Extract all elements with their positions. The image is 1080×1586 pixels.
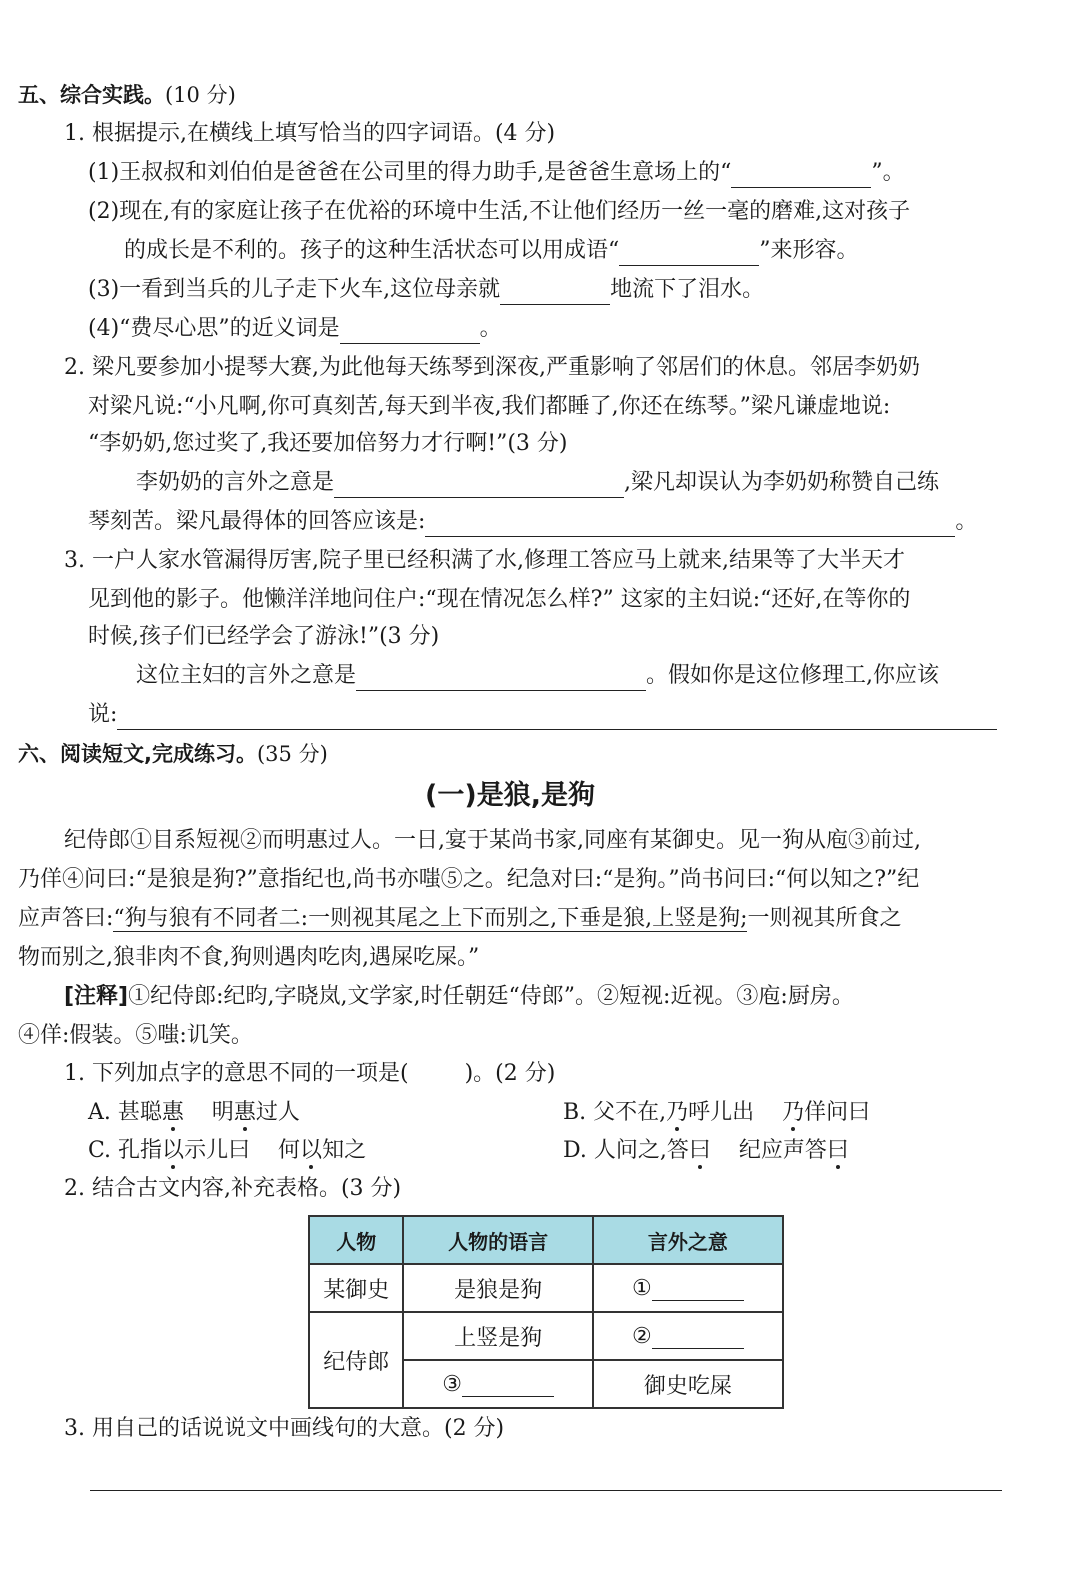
table-cell-meaning[interactable]: ①	[593, 1264, 783, 1312]
notes-line-1: [注释]①纪侍郎:纪昀,字晓岚,文学家,时任朝廷“侍郎”。②短视:近视。③庖:厨房。	[64, 984, 854, 1009]
table-row	[309, 1312, 783, 1360]
table-cell-speech: 是狼是狗	[403, 1264, 592, 1312]
answer-blank[interactable]	[462, 1376, 554, 1397]
answer-blank[interactable]	[117, 705, 997, 730]
dotted-char: 曰	[688, 1138, 711, 1163]
table-header: 人物的语言	[403, 1216, 592, 1264]
passage-title: (一)是狼,是狗	[425, 780, 595, 811]
s5-q3-line5: 说:	[88, 700, 997, 730]
table-cell-person: 某御史	[309, 1264, 403, 1312]
s6-q1-stem: 1. 下列加点字的意思不同的一项是( )。(2 分)	[64, 1059, 555, 1089]
answer-blank[interactable]	[334, 473, 624, 498]
answer-blank[interactable]	[500, 280, 610, 305]
s5-q2-line3: “李奶奶,您过奖了,我还要加倍努力才行啊!”(3 分)	[88, 431, 568, 456]
section-5-heading: 五、综合实践。(10 分)	[18, 83, 236, 107]
dotted-char: 乃	[782, 1100, 805, 1125]
dotted-char: 以	[162, 1138, 185, 1163]
notes-label: [注释]	[64, 984, 129, 1009]
s5-q1-item-4: (4)“费尽心思”的近义词是 。	[88, 314, 502, 344]
s5-q2-line5: 琴刻苦。梁凡最得体的回答应该是: 。	[88, 507, 977, 537]
dotted-char: 以	[300, 1138, 323, 1163]
notes-line-2: ④佯:假装。⑤嗤:讥笑。	[18, 1023, 253, 1048]
s5-q1-item-2-line1: (2)现在,有的家庭让孩子在优裕的环境中生活,不让他们经历一丝一毫的磨难,这对孩子	[88, 199, 911, 224]
section-6-score: (35 分)	[256, 742, 328, 766]
s5-q1-item-1: (1)王叔叔和刘伯伯是爸爸在公司里的得力助手,是爸爸生意场上的“ ”。	[88, 158, 905, 188]
passage-line-2: 乃佯④问曰:“是狼是狗?”意指纪也,尚书亦嗤⑤之。纪急对曰:“是狗。”尚书问曰:“何以知之?”纪	[18, 867, 920, 892]
section-5-score: (10 分)	[165, 83, 236, 107]
option-b[interactable]: B. 父不在,乃呼儿出 乃佯问曰	[563, 1100, 871, 1125]
dotted-char: 惠	[233, 1100, 256, 1125]
option-a[interactable]: A. 甚聪惠 明惠过人	[88, 1100, 300, 1125]
s5-q3-line4: 这位主妇的言外之意是 。假如你是这位修理工,你应该	[136, 661, 939, 691]
answer-bracket[interactable]	[409, 1065, 465, 1089]
table-header: 言外之意	[593, 1216, 783, 1264]
s5-q3-line1: 3. 一户人家水管漏得厉害,院子里已经积满了水,修理工答应马上就来,结果等了大半天才	[64, 548, 905, 573]
option-d[interactable]: D. 人问之,答曰 纪应声答曰	[563, 1138, 849, 1163]
s5-q3-line2: 见到他的影子。他懒洋洋地问住户:“现在情况怎么样?” 这家的主妇说:“还好,在等你的	[88, 587, 911, 612]
answer-line[interactable]	[90, 1490, 1002, 1491]
s6-q2-stem: 2. 结合古文内容,补充表格。(3 分)	[64, 1176, 402, 1201]
answer-blank[interactable]	[619, 241, 759, 266]
table-cell-person: 纪侍郎	[309, 1312, 403, 1408]
dotted-char: 曰	[826, 1138, 849, 1163]
section-6-heading: 六、阅读短文,完成练习。(35 分)	[18, 742, 328, 766]
s5-q2-line2: 对梁凡说:“小凡啊,你可真刻苦,每天到半夜,我们都睡了,你还在练琴。”梁凡谦虚地说:	[88, 394, 891, 419]
s6-q3-stem: 3. 用自己的话说说文中画线句的大意。(2 分)	[64, 1416, 505, 1441]
dotted-char: 惠	[161, 1100, 184, 1125]
answer-blank[interactable]	[340, 319, 480, 344]
s5-q1-item-3: (3)一看到当兵的儿子走下火车,这位母亲就 地流下了泪水。	[88, 275, 764, 305]
table-cell-meaning[interactable]: ②	[593, 1312, 783, 1360]
table-header-row	[309, 1216, 783, 1264]
table-header: 人物	[309, 1216, 403, 1264]
answer-blank[interactable]	[652, 1328, 744, 1349]
passage-line-3: 应声答曰:“狗与狼有不同者二:一则视其尾之上下而别之,下垂是狼,上竖是狗;一则视其所食之	[18, 906, 902, 931]
answer-blank[interactable]	[731, 163, 871, 188]
passage-line-1: 纪侍郎①目系短视②而明惠过人。一日,宴于某尚书家,同座有某御史。见一狗从庖③前过,	[64, 828, 921, 853]
table-cell-speech[interactable]: ③	[403, 1360, 592, 1408]
table-cell-meaning: 御史吃屎	[593, 1360, 783, 1408]
table-cell-speech: 上竖是狗	[403, 1312, 592, 1360]
s5-q2-line4: 李奶奶的言外之意是 ,梁凡却误认为李奶奶称赞自己练	[136, 468, 939, 498]
answer-blank[interactable]	[356, 666, 646, 691]
s5-q1-item-2-line2: 的成长是不利的。孩子的这种生活状态可以用成语“ ”来形容。	[124, 236, 859, 266]
passage-line-4: 物而别之,狼非肉不食,狗则遇肉吃肉,遇屎吃屎。”	[18, 945, 480, 970]
answer-blank[interactable]	[652, 1280, 744, 1301]
option-c[interactable]: C. 孔指以示儿曰 何以知之	[88, 1138, 367, 1163]
s5-q3-line3: 时候,孩子们已经学会了游泳!”(3 分)	[88, 624, 440, 649]
dotted-char: 乃	[666, 1100, 689, 1125]
s5-q1-stem: 1. 根据提示,在横线上填写恰当的四字词语。(4 分)	[64, 121, 556, 146]
s5-q2-line1: 2. 梁凡要参加小提琴大赛,为此他每天练琴到深夜,严重影响了邻居们的休息。邻居李奶奶	[64, 355, 920, 380]
answer-blank[interactable]	[425, 512, 955, 537]
table-row	[309, 1264, 783, 1312]
answer-table	[308, 1215, 784, 1409]
underlined-sentence: “狗与狼有不同者二:一则视其尾之上下而别之,下垂是狼,上竖是狗;	[113, 906, 748, 931]
